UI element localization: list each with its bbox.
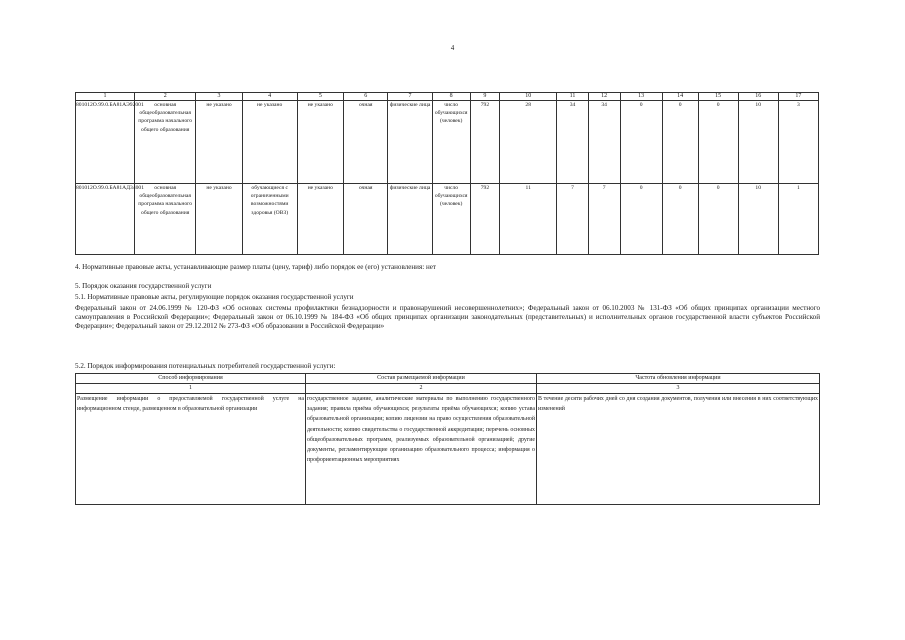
column-number: 9	[470, 93, 500, 101]
table-cell: не указано	[196, 184, 242, 255]
column-number: 16	[738, 93, 778, 101]
section-5-1-heading: 5.1. Нормативные правовые акты, регулирующие порядок оказания государственной услуги	[75, 293, 354, 301]
value-cell: 0	[620, 101, 662, 184]
value-cell: 11	[500, 184, 557, 255]
program-cell: основная общеобразовательная программа начального общего образования	[135, 184, 196, 255]
header-content: Состав размещаемой информации	[306, 374, 537, 384]
laws-paragraph: Федеральный закон от 24.06.1999 № 120-ФЗ «Об основах системы профилактики безнадзорности и правонарушений несовершеннолетних»; Федеральный закон от 06.10.2003 № 131-ФЗ «Об общих принципах организации местного самоуправления в Российской Федерации»; Федеральный закон от 06.10.1999 № 184-ФЗ «Об общих принципах организации законодательных (представительных) и исполнительных органов государственной власти субъектов Российской Федерации»; Федеральный закон от 29.12.2012 № 273-ФЗ «Об образовании в Российской Федерации»	[75, 304, 820, 331]
column-number: 13	[620, 93, 662, 101]
indicator-cell: число обучающихся (человек)	[432, 184, 470, 255]
value-cell: 10	[738, 101, 778, 184]
column-number: 15	[698, 93, 738, 101]
column-number: 17	[778, 93, 818, 101]
table-cell: не указано	[297, 184, 343, 255]
table-cell: не указано	[196, 101, 242, 184]
column-number: 2	[306, 384, 537, 394]
column-number: 5	[297, 93, 343, 101]
registry-code-cell: 801012О.99.0.БА81АД34001	[76, 184, 135, 255]
form-cell: очная	[344, 184, 388, 255]
value-cell: 7	[588, 184, 620, 255]
column-number: 8	[432, 93, 470, 101]
table-row	[76, 184, 819, 255]
value-cell: 34	[588, 101, 620, 184]
column-number: 3	[196, 93, 242, 101]
category-cell: физические лица	[388, 184, 432, 255]
table-row	[76, 101, 819, 184]
value-cell: 0	[620, 184, 662, 255]
program-cell: основная общеобразовательная программа начального общего образования	[135, 101, 196, 184]
value-cell: 10	[738, 184, 778, 255]
page-number: 4	[450, 44, 455, 52]
okei-cell: 792	[470, 184, 500, 255]
form-cell: очная	[344, 101, 388, 184]
table-cell: не указано	[242, 101, 297, 184]
section-5-2-heading: 5.2. Порядок информирования потенциальных потребителей государственной услуги:	[75, 362, 336, 370]
section-4-text: 4. Нормативные правовые акты, устанавливающие размер платы (цену, тариф) либо порядок ее (его) установления: нет	[75, 263, 437, 271]
column-number: 6	[344, 93, 388, 101]
column-number: 11	[557, 93, 589, 101]
info-header-row	[76, 374, 820, 384]
column-number: 7	[388, 93, 432, 101]
category-cell: физические лица	[388, 101, 432, 184]
column-number: 12	[588, 93, 620, 101]
header-method: Способ информирования	[76, 374, 306, 384]
value-cell: 0	[698, 184, 738, 255]
info-number-row	[76, 384, 820, 394]
value-cell: 7	[557, 184, 589, 255]
value-cell: 0	[662, 184, 698, 255]
section-5-heading: 5. Порядок оказания государственной услуги	[75, 282, 212, 290]
indicator-cell: число обучающихся (человек)	[432, 101, 470, 184]
column-number: 4	[242, 93, 297, 101]
value-cell: 28	[500, 101, 557, 184]
service-volume-table	[75, 92, 819, 255]
registry-code-cell: 801012О.99.0.БА81АЭ92001	[76, 101, 135, 184]
table-cell: не указано	[297, 101, 343, 184]
column-number: 1	[76, 384, 306, 394]
info-body-row	[76, 394, 820, 505]
column-number: 2	[135, 93, 196, 101]
value-cell: 3	[778, 101, 818, 184]
column-number-row	[76, 93, 819, 101]
info-method-cell: Размещение информации о предоставляемой государственной услуге на информационном стенде, размещенном в образовательной организации	[76, 394, 306, 505]
value-cell: 1	[778, 184, 818, 255]
info-content-cell: государственное задание, аналитические материалы по выполнению государственного задания; правила приёма обучающихся; результаты приёма обучающихся; копию устава образовательной организации; копию лицензии на право осуществления образовательной деятельности; копию свидетельства о государственной аккредитации; перечень основных общеобразовательных программ, реализуемых образовательной организацией; другие документы, регламентирующие организацию образовательного процесса; информация о профориентационных мероприятиях	[306, 394, 537, 505]
column-number: 10	[500, 93, 557, 101]
value-cell: 34	[557, 101, 589, 184]
info-frequency-cell: В течение десяти рабочих дней со дня создания документов, получения или внесения в них соответствующих изменений	[537, 394, 820, 505]
column-number: 3	[537, 384, 820, 394]
column-number: 14	[662, 93, 698, 101]
information-table	[75, 373, 820, 505]
value-cell: 0	[662, 101, 698, 184]
column-number: 1	[76, 93, 135, 101]
table-cell: обучающиеся с ограниченными возможностями здоровья (ОВЗ)	[242, 184, 297, 255]
header-frequency: Частота обновления информации	[537, 374, 820, 384]
value-cell: 0	[698, 101, 738, 184]
okei-cell: 792	[470, 101, 500, 184]
